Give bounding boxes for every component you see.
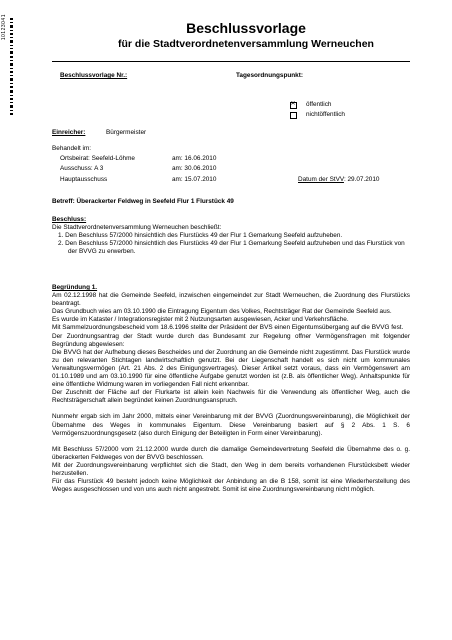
stvv-date-label: Datum der StVV — [298, 176, 344, 183]
betreff: Betreff: Überackerter Feldweg in Seefeld Flur 1 Flurstück 49 — [52, 198, 234, 205]
paragraph: Das Grundbuch wies am 03.10.1990 die Eintragung Eigentum des Volkes, Rechtsträger Rat der Gemeinde Seefeld aus. — [52, 308, 392, 316]
header-divider — [52, 61, 410, 62]
paragraph: Am 02.12.1998 hat die Gemeinde Seefeld, inzwischen eingemeindet zur Stadt Werneuchen, die Zuordnung des Flurstücks beantragt. — [52, 292, 410, 308]
gremium-date: am: 16.06.2010 — [172, 155, 217, 162]
vorlage-number-label: Beschlussvorlage Nr.: — [60, 72, 128, 79]
gremium-date: am: 30.06.2010 — [172, 165, 217, 172]
paragraph: Mit Sammelzuordnungsbescheid vom 18.6.1996 stellte der Präsident der BVS einen Eigentumsübergang auf die BVVG fest. — [52, 324, 404, 332]
gremium-name: Ausschuss: A 3 — [60, 165, 104, 172]
public-label: öffentlich — [306, 101, 332, 108]
nonpublic-checkbox[interactable] — [290, 112, 297, 119]
beschluss-intro: Die Stadtverordnetenversammlung Werneuchen beschließt: — [52, 224, 222, 232]
paragraph: Der Zuschnitt der Fläche auf der Flurkarte ist allein kein Nachweis für die Verwendung als öffentlicher Weg, auch die Rechtsträgerschaft allein begründet keinen Zuordnungsanspruch. — [52, 389, 410, 405]
public-checkbox-checked[interactable] — [290, 102, 297, 109]
paragraph: Der Zuordnungsantrag der Stadt wurde durch das Bundesamt zur Regelung offner Vermögensfragen mit folgender Begründung abgewiesen: — [52, 332, 410, 348]
beschluss-heading: Beschluss: — [52, 216, 87, 223]
begruendung-heading: Begründung 1. — [52, 284, 98, 291]
begruendung-section — [52, 284, 410, 494]
beschluss-section — [52, 216, 412, 256]
einreicher-value: Bürgermeister — [106, 129, 147, 136]
tagesordnung-label: Tagesordnungspunkt: — [236, 72, 303, 79]
einreicher-label: Einreicher: — [52, 129, 86, 136]
paragraph: Die BVVG hat der Aufhebung dieses Bescheides und der Zuordnung an die Gemeinde nicht zugestimmt. Das Flurstück wurde zu den relevanten Stichtagen landwirtschaftlich genutzt. Bei der Liegenschaft handelt es sich nicht um kommunales Verwaltungsvermögen (Art. 21 Abs. 2 des Einigungsvertrages). Dieser Artikel setzt voraus, dass ein Vermögenswert am 01.10.1989 und am 03.10.1990 für eine öffentliche Aufgabe genutzt worden ist (z.B. als öffentlicher Weg). Anhaltspunkte für eine öffentliche Widmung waren im vorliegenden Fall nicht erkennbar. — [52, 348, 410, 389]
paragraph: Mit Beschluss 57/2000 vom 21.12.2000 wurde durch die damalige Gemeindevertretung Seefeld die Übernahme des o. g. überackerten Feldweges von der BVVG beschlossen. — [52, 445, 410, 461]
paragraph: Nunmehr ergab sich im Jahr 2000, mittels einer Vereinbarung mit der BVVG (Zuordnungsvereinbarung), die Möglichkeit der Übernahme des Weges in kommunales Eigentum. Diese Vereinbarung basiert auf § 2 Abs. 1 S. 6 Vermögenszuordnungsgesetz (also durch Einigung der Beteiligten in Form einer Vereinbarung). — [52, 413, 410, 437]
behandelt-label: Behandelt im: — [52, 145, 92, 152]
stvv-date — [298, 176, 379, 184]
paragraph: Für das Flurstück 49 besteht jedoch keine Möglichkeit der Anbindung an die B 158, somit ist eine Wiederherstellung des Weges ausgeschlossen und von uns auch nicht angestrebt. Somit ist eine Zuordnungsvereinbarung nicht möglich. — [52, 478, 410, 494]
document-subtitle: für die Stadtverordnetenversammlung Werneuchen — [118, 38, 374, 50]
gremium-name: Ortsbeirat: Seefeld-Löhme — [60, 155, 135, 162]
nonpublic-label: nichtöffentlich — [306, 111, 345, 118]
paragraph: Mit der Zuordnungsvereinbarung verpflichtet sich die Stadt, den Weg in dem bereits vorhandenen Flurstücksbett wieder herzustellen. — [52, 461, 410, 477]
barcode-number: 10123041 — [1, 14, 7, 41]
gremium-name: Hauptausschuss — [60, 176, 108, 183]
document-title: Beschlussvorlage — [186, 20, 306, 36]
list-item: 1. Den Beschluss 57/2000 hinsichtlich des Flurstücks 49 der Flur 1 Gemarkung Seefeld aufzuheben. — [58, 232, 343, 240]
gremium-date: am: 15.07.2010 — [172, 176, 217, 183]
stvv-date-value: : 29.07.2010 — [343, 176, 380, 183]
list-item: 2. Den Beschluss 57/2000 hinsichtlich des Flurstücks 49 der Flur 1 Gemarkung Seefeld aufzuheben und das Flurstück von der BVVG zu erwerben. — [58, 240, 405, 256]
paragraph: Es wurde im Kataster / Integrationsregister mit 2 Nutzungsarten ausgewiesen, Acker und Verkehrsfläche. — [52, 316, 349, 324]
